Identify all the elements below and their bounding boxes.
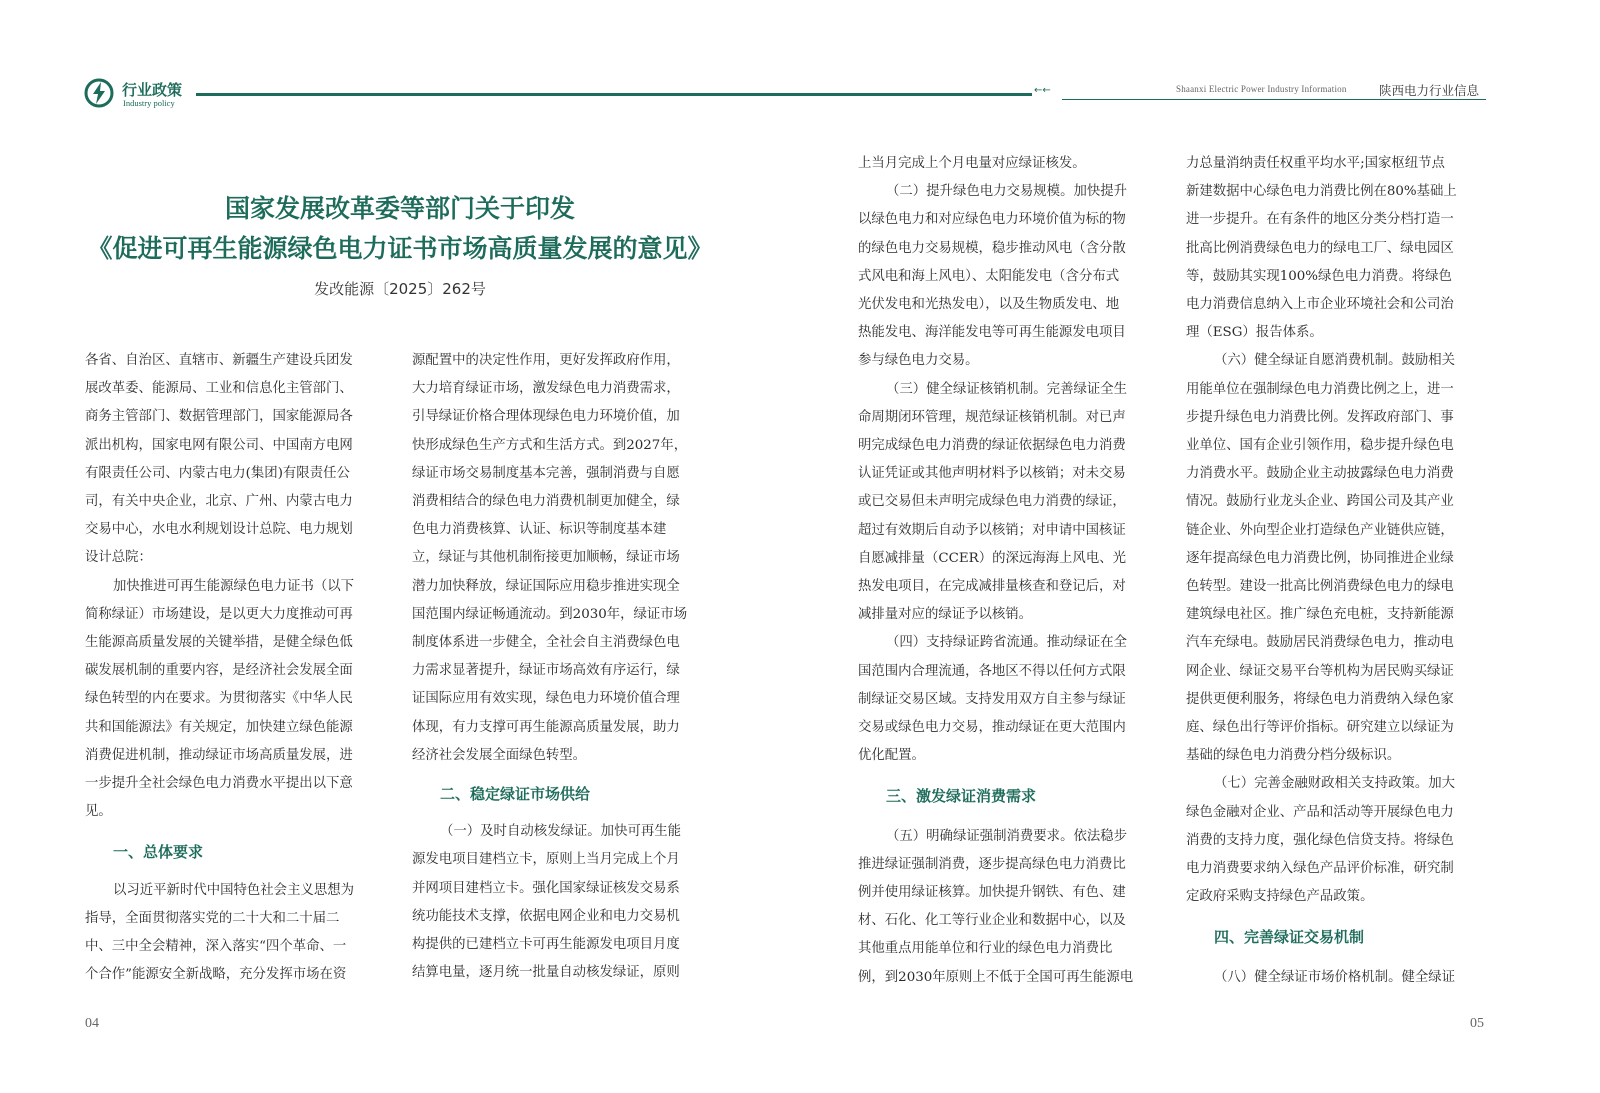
text-line: 指导，全面贯彻落实党的二十大和二十届二 bbox=[85, 910, 340, 926]
text-line: 庭、绿色出行等评价指标。研究建立以绿证为 bbox=[1186, 720, 1454, 736]
text-line: 例并使用绿证核算。加快提升钢铁、有色、建 bbox=[858, 885, 1126, 901]
text-line: 有限责任公司、内蒙古电力(集团)有限责任公 bbox=[85, 465, 350, 481]
text-line: 上当月完成上个月电量对应绿证核发。 bbox=[858, 156, 1086, 171]
text-line: 其他重点用能单位和行业的绿色电力消费比 bbox=[858, 941, 1113, 957]
text-line: 快形成绿色生产方式和生活方式。到2027年， bbox=[412, 437, 688, 453]
lightning-bolt-icon bbox=[84, 78, 114, 108]
section-heading: 二、稳定绿证市场供给 bbox=[440, 785, 591, 804]
text-line: 加快推进可再生能源绿色电力证书（以下 bbox=[113, 578, 355, 594]
text-line: （四）支持绿证跨省流通。推动绿证在全 bbox=[886, 635, 1128, 651]
section-heading: 四、完善绿证交易机制 bbox=[1214, 928, 1365, 947]
document-number: 发改能源〔2025〕262号 bbox=[314, 280, 486, 298]
text-line: 构提供的已建档立卡可再生能源发电项目月度 bbox=[412, 937, 680, 953]
text-line: 热发电项目，在完成减排量核查和登记后，对 bbox=[858, 579, 1126, 595]
text-line: 新建数据中心绿色电力消费比例在80%基础上 bbox=[1186, 184, 1457, 200]
text-line: 命周期闭环管理，规范绿证核销机制。对已声 bbox=[858, 409, 1126, 425]
text-line: 推进绿证强制消费，逐步提高绿色电力消费比 bbox=[858, 856, 1126, 872]
text-line: 优化配置。 bbox=[858, 748, 925, 764]
text-line: 的绿色电力交易规模，稳步推动风电（含分散 bbox=[858, 240, 1126, 256]
text-line: 经济社会发展全面绿色转型。 bbox=[412, 747, 587, 763]
text-line: （六）健全绿证自愿消费机制。鼓励相关 bbox=[1214, 353, 1456, 369]
text-line: 个合作”能源安全新战略，充分发挥市场在资 bbox=[85, 967, 347, 983]
text-line: 体现，有力支撑可再生能源高质量发展，助力 bbox=[412, 719, 680, 735]
header-rule-right bbox=[1062, 99, 1486, 100]
text-line: 结算电量，逐月统一批量自动核发绿证，原则 bbox=[412, 965, 680, 981]
paragraph bbox=[1186, 964, 1486, 992]
text-line: 司，有关中央企业，北京、广州、内蒙古电力 bbox=[85, 494, 353, 510]
magazine-name-cn: 陕西电力行业信息 bbox=[1379, 83, 1480, 98]
text-line: 理（ESG）报告体系。 bbox=[1186, 325, 1323, 341]
text-line: 展改革委、能源局、工业和信息化主管部门、 bbox=[85, 381, 353, 397]
text-line: 共和国能源法》有关规定，加快建立绿色能源 bbox=[85, 719, 353, 735]
text-line: 证国际应用有效实现，绿色电力环境价值合理 bbox=[412, 691, 680, 707]
text-line: 批高比例消费绿色电力的绿电工厂、绿电园区 bbox=[1186, 240, 1454, 256]
paragraph bbox=[858, 629, 1158, 770]
text-line: 力总量消纳责任权重平均水平;国家枢纽节点 bbox=[1186, 156, 1445, 171]
text-line: 以绿色电力和对应绿色电力环境价值为标的物 bbox=[858, 212, 1126, 228]
text-line: （二）提升绿色电力交易规模。加快提升 bbox=[886, 184, 1128, 200]
text-line: 色电力消费核算、认证、标识等制度基本建 bbox=[412, 522, 667, 538]
text-line: 自愿减排量（CCER）的深远海海上风电、光 bbox=[858, 550, 1126, 566]
article-title-line1: 国家发展改革委等部门关于印发 bbox=[224, 194, 575, 223]
text-line: 电力消费信息纳入上市企业环境社会和公司治 bbox=[1186, 297, 1454, 313]
text-line: 超过有效期后自动予以核销；对申请中国核证 bbox=[858, 522, 1126, 538]
text-line: 立，绿证与其他机制衔接更加顺畅，绿证市场 bbox=[412, 550, 680, 566]
text-line: 用能单位在强制绿色电力消费比例之上，进一 bbox=[1186, 381, 1454, 397]
text-line: 绿色金融对企业、产品和活动等开展绿色电力 bbox=[1186, 804, 1454, 820]
text-line: 电力消费要求纳入绿色产品评价标准，研究制 bbox=[1186, 861, 1454, 877]
text-line: 参与绿色电力交易。 bbox=[858, 353, 979, 369]
text-line: 网企业、绿证交易平台等机构为居民购买绿证 bbox=[1186, 663, 1454, 679]
text-line: 国范围内合理流通，各地区不得以任何方式限 bbox=[858, 663, 1126, 679]
text-line: 等，鼓励其实现100%绿色电力消费。将绿色 bbox=[1186, 268, 1452, 284]
text-line: 提供更便利服务，将绿色电力消费纳入绿色家 bbox=[1186, 691, 1454, 707]
text-line: 减排量对应的绿证予以核销。 bbox=[858, 607, 1033, 623]
text-line: 定政府采购支持绿色产品政策。 bbox=[1186, 889, 1374, 905]
text-line: 例，到2030年原则上不低于全国可再生能源电 bbox=[858, 969, 1134, 985]
text-line: 引导绿证价格合理体现绿色电力环境价值，加 bbox=[412, 409, 680, 425]
paragraph bbox=[412, 818, 712, 987]
text-line: 逐年提高绿色电力消费比例，协同推进企业绿 bbox=[1186, 550, 1454, 566]
page-number-left: 04 bbox=[85, 1016, 99, 1031]
paragraph bbox=[858, 178, 1158, 375]
header-rule-left bbox=[196, 93, 1032, 96]
article-title-line2: 《促进可再生能源绿色电力证书市场高质量发展的意见》 bbox=[87, 234, 713, 263]
paragraph bbox=[1186, 347, 1486, 770]
text-line: 以习近平新时代中国特色社会主义思想为 bbox=[113, 882, 355, 898]
text-line: 国范围内绿证畅通流动。到2030年，绿证市场 bbox=[412, 606, 688, 622]
text-line: 统功能技术支撑，依据电网企业和电力交易机 bbox=[412, 908, 680, 924]
text-line: 交易或绿色电力交易，推动绿证在更大范围内 bbox=[858, 720, 1126, 736]
text-line: 消费促进机制，推动绿证市场高质量发展，进 bbox=[85, 747, 353, 763]
text-line: 源发电项目建档立卡，原则上当月完成上个月 bbox=[412, 852, 680, 868]
text-line: 光伏发电和光热发电），以及生物质发电、地 bbox=[858, 297, 1120, 313]
text-line: 消费的支持力度，强化绿色信贷支持。将绿色 bbox=[1186, 832, 1454, 848]
paragraph bbox=[858, 376, 1158, 630]
section-heading: 三、激发绿证消费需求 bbox=[886, 787, 1037, 806]
page-number-right: 05 bbox=[1470, 1016, 1484, 1031]
paragraph bbox=[1186, 150, 1486, 347]
text-line: 绿证市场交易制度基本完善，强制消费与自愿 bbox=[412, 465, 680, 481]
text-line: 力需求显著提升，绿证市场高效有序运行，绿 bbox=[412, 663, 680, 679]
paragraph bbox=[858, 823, 1158, 992]
text-line: 链企业、外向型企业打造绿色产业链供应链， bbox=[1186, 522, 1454, 538]
text-line: （八）健全绿证市场价格机制。健全绿证 bbox=[1214, 969, 1456, 985]
text-line: 建筑绿电社区。推广绿色充电桩，支持新能源 bbox=[1186, 607, 1454, 623]
text-line: 交易中心，水电水利规划设计总院、电力规划 bbox=[85, 522, 353, 538]
text-line: 情况。鼓励行业龙头企业、跨国公司及其产业 bbox=[1186, 494, 1454, 510]
text-line: 中、三中全会精神，深入落实“四个革命、一 bbox=[85, 939, 347, 955]
text-line: 绿色转型的内在要求。为贯彻落实《中华人民 bbox=[85, 691, 353, 707]
paragraph bbox=[85, 573, 385, 827]
text-line: 明完成绿色电力消费的绿证依据绿色电力消费 bbox=[858, 438, 1126, 454]
text-line: 大力培育绿证市场，激发绿色电力消费需求， bbox=[412, 381, 680, 397]
text-line: 见。 bbox=[85, 804, 112, 820]
text-line: （一）及时自动核发绿证。加快可再生能 bbox=[440, 824, 682, 840]
text-line: 业单位、国有企业引领作用，稳步提升绿色电 bbox=[1186, 438, 1454, 454]
text-line: 各省、自治区、直辖市、新疆生产建设兵团发 bbox=[85, 353, 353, 368]
text-line: 源配置中的决定性作用，更好发挥政府作用， bbox=[412, 353, 680, 368]
text-line: （五）明确绿证强制消费要求。依法稳步 bbox=[886, 828, 1128, 844]
text-line: （三）健全绿证核销机制。完善绿证全生 bbox=[886, 381, 1128, 397]
arrows-icon: ←← bbox=[1034, 85, 1051, 96]
text-line: 热能发电、海洋能发电等可再生能源发电项目 bbox=[858, 325, 1126, 341]
text-line: 商务主管部门、数据管理部门，国家能源局各 bbox=[85, 409, 353, 425]
text-line: 消费相结合的绿色电力消费机制更加健全，绿 bbox=[412, 494, 680, 510]
section-heading: 一、总体要求 bbox=[113, 843, 204, 862]
text-line: 认证凭证或其他声明材料予以核销；对未交易 bbox=[858, 466, 1126, 482]
paragraph bbox=[85, 877, 385, 990]
text-column-2 bbox=[412, 347, 712, 987]
text-line: 生能源高质量发展的关键举措，是健全绿色低 bbox=[85, 635, 353, 651]
paragraph bbox=[1186, 770, 1486, 911]
text-line: 汽车充绿电。鼓励居民消费绿色电力，推动电 bbox=[1186, 635, 1454, 651]
section-subtitle: Industry policy bbox=[123, 98, 175, 108]
text-line: 步提升绿色电力消费比例。发挥政府部门、事 bbox=[1186, 409, 1454, 425]
text-column-4 bbox=[1186, 150, 1486, 992]
text-line: 潜力加快释放，绿证国际应用稳步推进实现全 bbox=[412, 578, 680, 594]
text-line: 碳发展机制的重要内容，是经济社会发展全面 bbox=[85, 663, 353, 679]
paragraph bbox=[412, 347, 712, 770]
section-title: 行业政策 bbox=[122, 81, 183, 99]
text-column-1 bbox=[85, 347, 385, 989]
text-line: 制绿证交易区域。支持发用双方自主参与绿证 bbox=[858, 691, 1126, 707]
text-line: 制度体系进一步健全，全社会自主消费绿色电 bbox=[412, 635, 680, 651]
text-line: 基础的绿色电力消费分档分级标识。 bbox=[1186, 748, 1401, 764]
text-line: 力消费水平。鼓励企业主动披露绿色电力消费 bbox=[1186, 466, 1454, 482]
paragraph bbox=[858, 150, 1158, 178]
text-line: 色转型。建设一批高比例消费绿色电力的绿电 bbox=[1186, 579, 1454, 595]
text-line: 或已交易但未声明完成绿色电力消费的绿证， bbox=[858, 494, 1126, 510]
text-line: 材、石化、化工等行业企业和数据中心，以及 bbox=[858, 913, 1126, 929]
text-line: （七）完善金融财政相关支持政策。加大 bbox=[1214, 776, 1456, 792]
text-line: 一步提升全社会绿色电力消费水平提出以下意 bbox=[85, 776, 353, 792]
paragraph bbox=[85, 347, 385, 573]
text-line: 进一步提升。在有条件的地区分类分档打造一 bbox=[1186, 212, 1454, 228]
text-line: 派出机构，国家电网有限公司、中国南方电网 bbox=[85, 437, 353, 453]
text-line: 式风电和海上风电）、太阳能发电（含分布式 bbox=[858, 268, 1120, 284]
text-line: 简称绿证）市场建设，是以更大力度推动可再 bbox=[85, 606, 353, 622]
text-line: 并网项目建档立卡。强化国家绿证核发交易系 bbox=[412, 880, 680, 896]
text-column-3 bbox=[858, 150, 1158, 992]
text-line: 设计总院： bbox=[85, 550, 152, 566]
magazine-name-en: Shaanxi Electric Power Industry Information bbox=[1176, 84, 1347, 94]
